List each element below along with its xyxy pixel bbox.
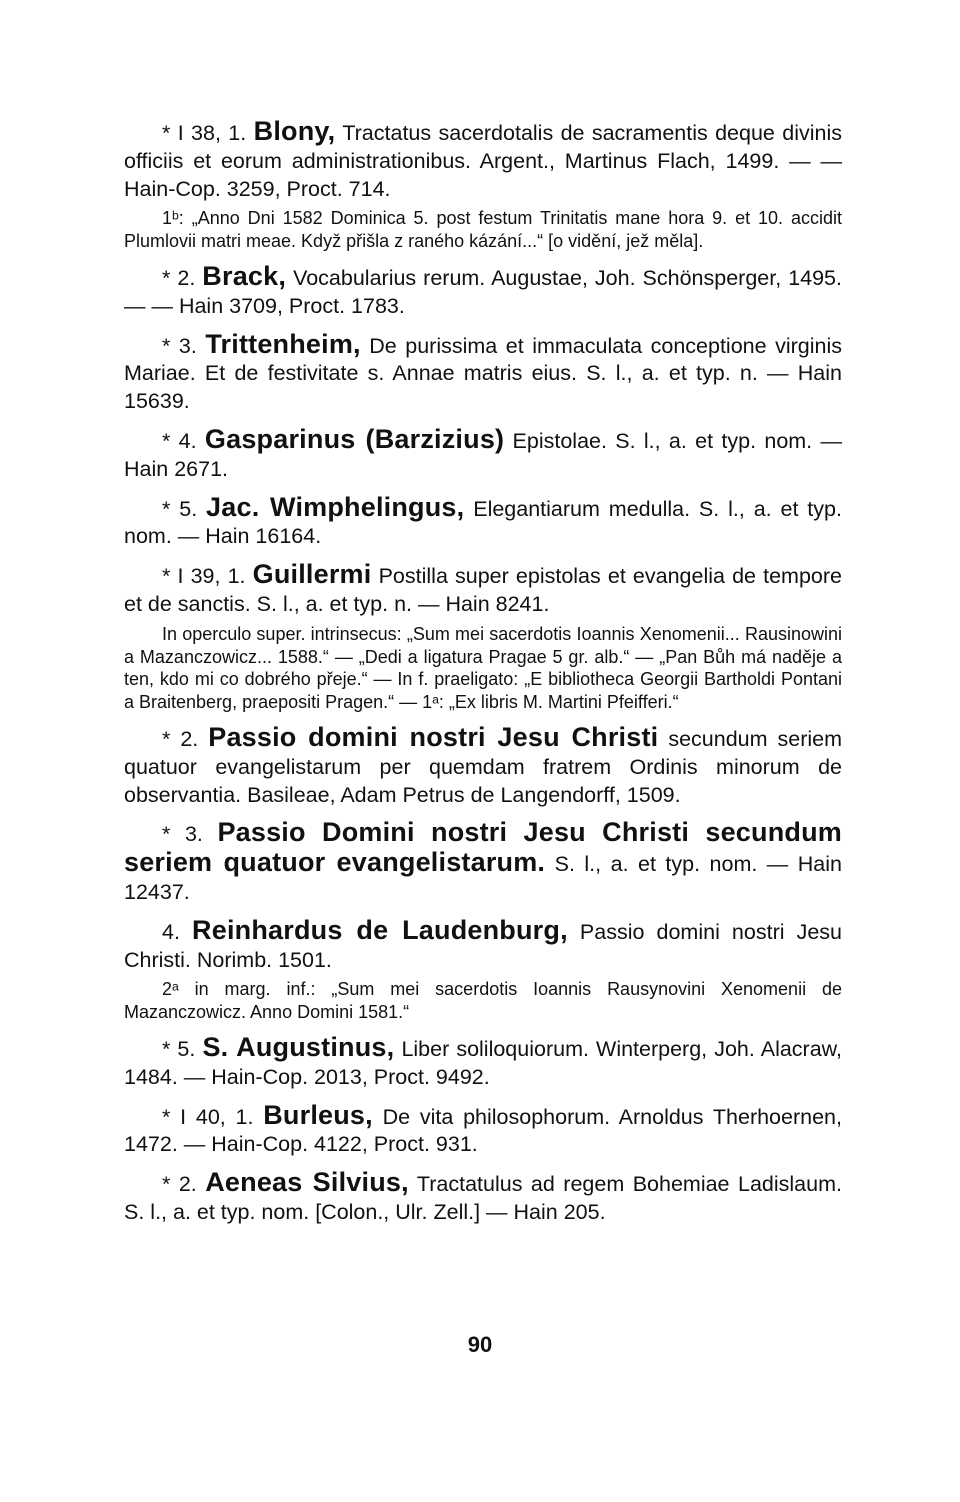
entry-author: Trittenheim, [205, 328, 361, 359]
entry-author: Brack, [202, 260, 287, 291]
entry-number: * I 40, 1. [162, 1104, 254, 1129]
entry-text: Passio domini nostri Jesu Christi. Norimb. 1501. [124, 919, 843, 972]
entry-1 [124, 118, 842, 203]
entry-number: * 4. [162, 428, 197, 453]
entry-text: De vita philosophorum. Arnoldus Therhoernen, 1472. — Hain-Cop. 4122, Proct. 931. [124, 1104, 842, 1157]
entry-text: Tractatus sacerdotalis de sacramentis deque divinis officiis et eorum administrationibus. Argent., Martinus Flach, 1499. — — Hain-Cop. 3259, Proct. 714. [124, 121, 842, 201]
entry-number: * 3. [162, 822, 203, 847]
entry-10 [124, 1031, 842, 1092]
entry-number: * 5. [162, 1036, 196, 1061]
entry-text: secundum seriem quatuor evangelistarum per quemdam fratrem Ordinis minorum de observantia. Basileae, Adam Petrus de Langendorff, 1509. [124, 726, 843, 807]
entry-2 [124, 260, 842, 321]
page-number: 90 [467, 1332, 493, 1357]
entry-3 [124, 328, 842, 416]
entry-8 [124, 819, 842, 906]
entry-text: Tractatulus ad regem Bohemiae Ladislaum. S. l., a. et typ. nom. [Colon., Ulr. Zell.] — Hain 205. [124, 1172, 842, 1224]
entry-author: Reinhardus de Laudenburg, [192, 914, 568, 945]
entry-author: Jac. Wimphelingus, [206, 491, 465, 522]
entry-6 [124, 561, 842, 619]
entry-author: Passio domini nostri Jesu Christi [208, 721, 659, 752]
entry-text: Elegantiarum medulla. S. l., a. et typ. nom. — Hain 16164. [124, 496, 842, 549]
entry-note: 2ᵃ in marg. inf.: „Sum mei sacerdotis Ioannis Rausynovini Xenomenii de Mazanczowicz. Anno Domini 1581.“ [124, 979, 842, 1023]
entry-author: S. Augustinus, [202, 1031, 395, 1062]
entry-author: Blony, [253, 116, 336, 146]
entry-number: * I 38, 1. [162, 121, 247, 145]
entry-text: Liber soliloquiorum. Winterperg, Joh. Alacraw, 1484. — Hain-Cop. 2013, Proct. 9492. [124, 1036, 842, 1089]
entry-number: * 2. [162, 726, 199, 751]
entry-12 [124, 1169, 842, 1227]
entry-text: Postilla super epistolas et evangelia de tempore et de sanctis. S. l., a. et typ. n. — Hain 8241. [124, 564, 842, 616]
entry-note: 1ᵇ: „Anno Dni 1582 Dominica 5. post festum Trinitatis mane hora 9. et 10. accidit Plumlovii matri meae. Když přišla z raného kázání...“ [o vidění, jež měla]. [124, 208, 842, 252]
entry-11 [124, 1099, 842, 1160]
entry-number: * 2. [162, 265, 196, 290]
entry-number: * 3. [162, 333, 197, 358]
entry-text: Vocabularius rerum. Augustae, Joh. Schönsperger, 1495. — — Hain 3709, Proct. 1783. [124, 265, 842, 318]
entry-4 [124, 423, 842, 484]
entry-author: Gasparinus (Barzizius) [204, 423, 505, 454]
page-content [124, 118, 842, 1237]
entry-number: * 5. [162, 496, 198, 521]
entry-text: S. l., a. et typ. nom. — Hain 12437. [124, 852, 842, 904]
entry-note: In operculo super. intrinsecus: „Sum mei sacerdotis Ioannis Xenomenii... Rausinowini a Mazanczowicz... 1588.“ — „Dedi a ligatura Pragae 5 gr. alb.“ — „Pan Bůh má naděje a ten, kdo mi co dobrého přeje.“ — In f. praeligato: „E bibliotheca Georgii Bartholdi Pontani a Braitenberg, praepositi Pragen.“ — 1ᵃ: „Ex libris M. Martini Pfeifferi.“ [124, 623, 842, 713]
entry-9 [124, 914, 843, 975]
entry-author: Guillermi [252, 559, 372, 590]
entry-text: De purissima et immaculata conceptione virginis Mariae. Et de festivitate s. Annae matris eius. S. l., a. et typ. n. — Hain 15639. [124, 333, 842, 414]
entry-author: Burleus, [263, 1099, 373, 1130]
entry-number: * I 39, 1. [162, 564, 246, 589]
entry-number: * 2. [162, 1172, 197, 1197]
entry-5 [124, 491, 842, 552]
entry-7 [124, 721, 843, 809]
entry-number: 4. [162, 919, 180, 944]
entry-author: Passio Domini nostri Jesu Christi secundum seriem quatuor evangelistarum. [124, 817, 842, 878]
entry-author: Aeneas Silvius, [205, 1167, 409, 1198]
entry-text: Epistolae. S. l., a. et typ. nom. — Hain 2671. [124, 428, 842, 481]
